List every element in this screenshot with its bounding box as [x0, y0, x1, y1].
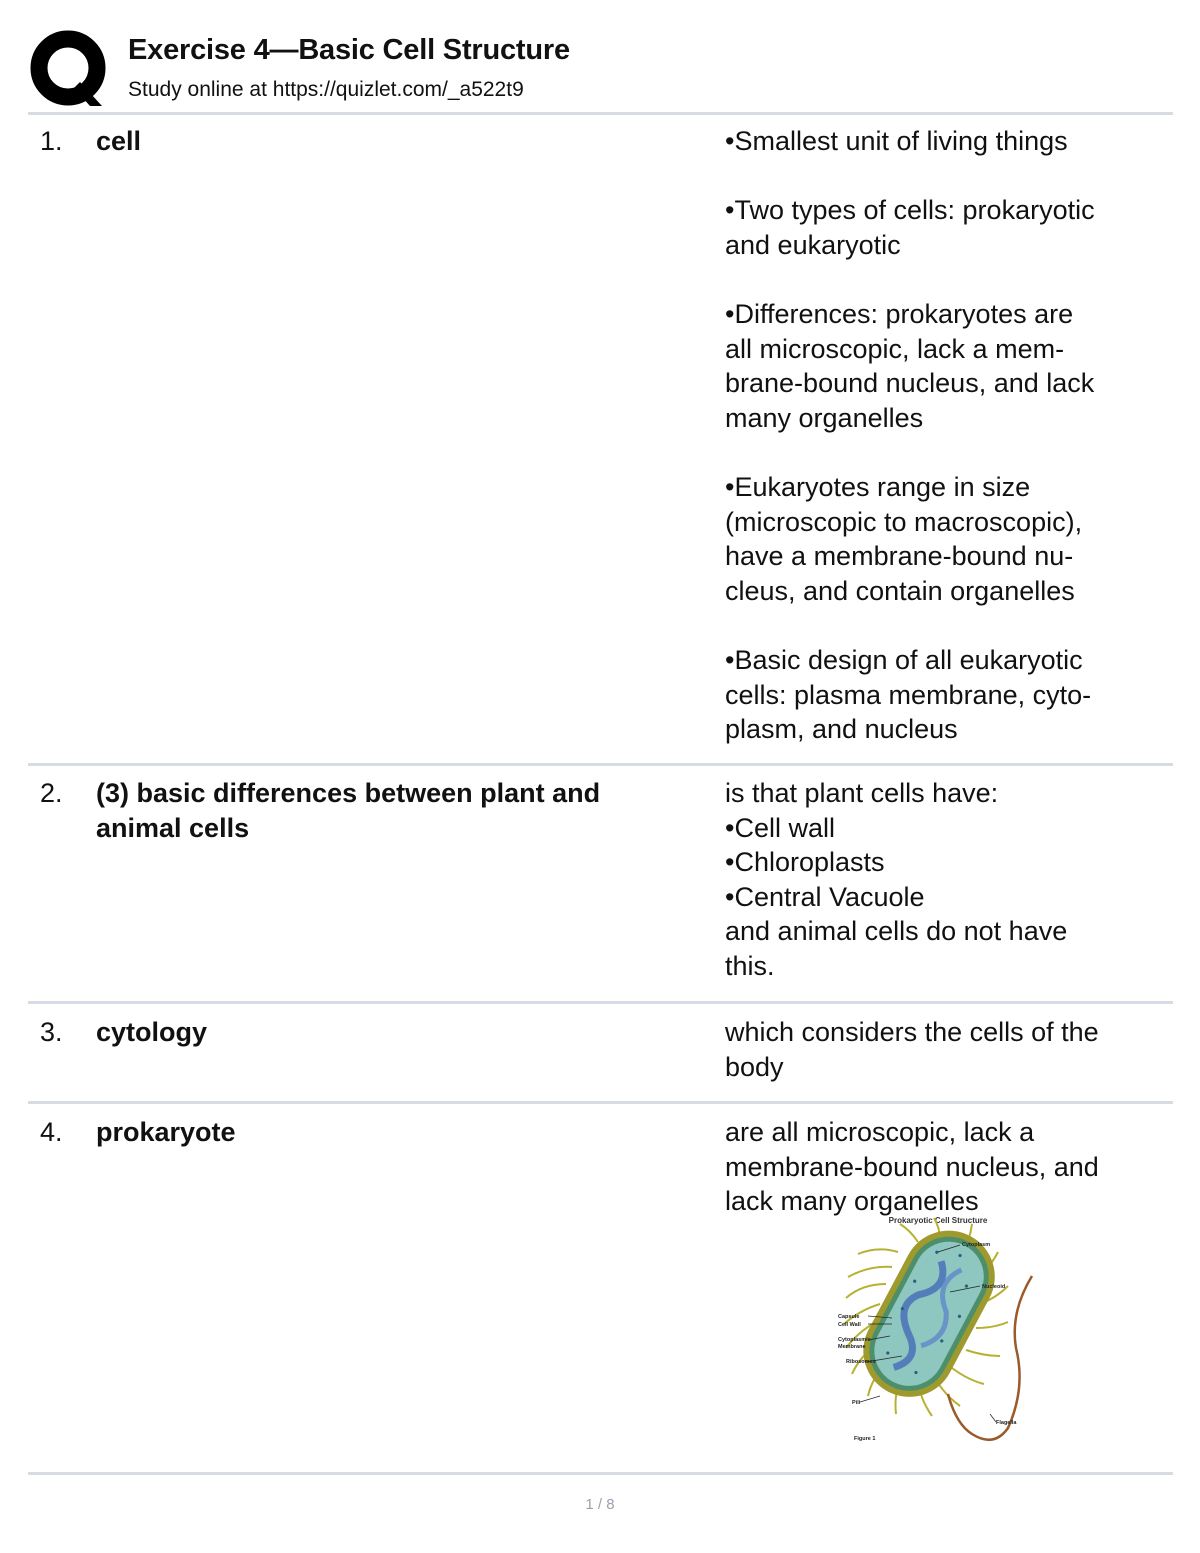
term-line: (3) basic differences between plant and [96, 778, 601, 808]
definition-line: •Central Vacuole [725, 881, 925, 912]
definition-paragraph [725, 470, 1170, 608]
term-line: cell [96, 126, 142, 156]
divider [28, 1472, 1173, 1475]
label-cytoplasm: Cytoplasm [962, 1242, 991, 1248]
definition-line: and eukaryotic [725, 229, 901, 260]
label-ribosomes: Ribosomes [846, 1359, 876, 1365]
study-online-link[interactable]: Study online at https://quizlet.com/_a522t9 [128, 78, 524, 101]
definition-line: •Two types of cells: prokaryotic [725, 195, 1095, 226]
definition-line: •Basic design of all eukaryotic [725, 644, 1083, 675]
card-term [96, 124, 706, 159]
definition-line: body [725, 1051, 784, 1082]
page-number: 1 / 8 [585, 1496, 615, 1513]
term-line: animal cells [96, 812, 250, 843]
definition-line: cleus, and contain organelles [725, 575, 1075, 606]
label-cell-wall: Cell Wall [838, 1322, 861, 1328]
prokaryotic-cell-diagram [820, 1212, 1050, 1447]
definition-line: are all microscopic, lack a [725, 1117, 1035, 1147]
definition-paragraph [725, 124, 1170, 159]
term-line: cytology [96, 1017, 208, 1047]
definition-line: this. [725, 950, 775, 981]
definition-line: have a membrane-bound nu- [725, 541, 1074, 572]
diagram-title: Prokaryotic Cell Structure [888, 1216, 988, 1225]
term-line: prokaryote [96, 1117, 236, 1147]
definition-paragraph [725, 776, 1170, 984]
divider [28, 1101, 1173, 1104]
definition-paragraph [725, 297, 1170, 435]
definition-line: •Cell wall [725, 812, 835, 843]
definition-line: all microscopic, lack a mem- [725, 333, 1065, 364]
divider [28, 112, 1173, 115]
definition-line: •Chloroplasts [725, 847, 885, 878]
figure-caption: Figure 1 [854, 1436, 876, 1442]
divider [28, 1001, 1173, 1004]
definition-paragraph [725, 1115, 1170, 1219]
definition-line: plasm, and nucleus [725, 714, 958, 745]
definition-line: many organelles [725, 402, 924, 433]
card-definition [725, 1115, 1170, 1219]
definition-line: (microscopic to macroscopic), [725, 506, 1083, 537]
page-header [30, 28, 1172, 112]
definition-line: •Smallest unit of living things [725, 126, 1068, 156]
card-number: 4. [40, 1117, 63, 1147]
label-pili: Pili [852, 1400, 861, 1406]
card-number: 1. [40, 126, 63, 156]
card-term [96, 1115, 706, 1150]
definition-line: which considers the cells of the [725, 1017, 1099, 1047]
label-nucleoid: Nucleoid [982, 1284, 1006, 1290]
label-membrane-1: Cytoplasmic [838, 1337, 871, 1343]
definition-line: is that plant cells have: [725, 778, 999, 808]
card-definition [725, 776, 1170, 984]
document-title: Exercise 4—Basic Cell Structure [128, 34, 570, 66]
definition-line: •Differences: prokaryotes are [725, 298, 1074, 329]
definition-line: lack many organelles [725, 1186, 979, 1217]
card-number: 3. [40, 1017, 63, 1047]
card-number: 2. [40, 778, 63, 808]
definition-paragraph [725, 1015, 1170, 1084]
card-term [96, 776, 706, 845]
definition-paragraph [725, 643, 1170, 747]
definition-line: cells: plasma membrane, cyto- [725, 679, 1092, 710]
definition-paragraph [725, 193, 1170, 262]
label-membrane-2: Membrane [838, 1344, 866, 1350]
label-capsule: Capsule [838, 1314, 860, 1320]
divider [28, 763, 1173, 766]
card-definition [725, 1015, 1170, 1084]
definition-line: brane-bound nucleus, and lack [725, 368, 1095, 399]
card-term [96, 1015, 706, 1050]
definition-line: and animal cells do not have [725, 916, 1068, 947]
definition-line: membrane-bound nucleus, and [725, 1151, 1099, 1182]
card-definition [725, 124, 1170, 747]
label-flagella: Flagella [996, 1420, 1017, 1426]
quizlet-logo-icon [30, 30, 110, 110]
definition-line: •Eukaryotes range in size [725, 471, 1031, 502]
